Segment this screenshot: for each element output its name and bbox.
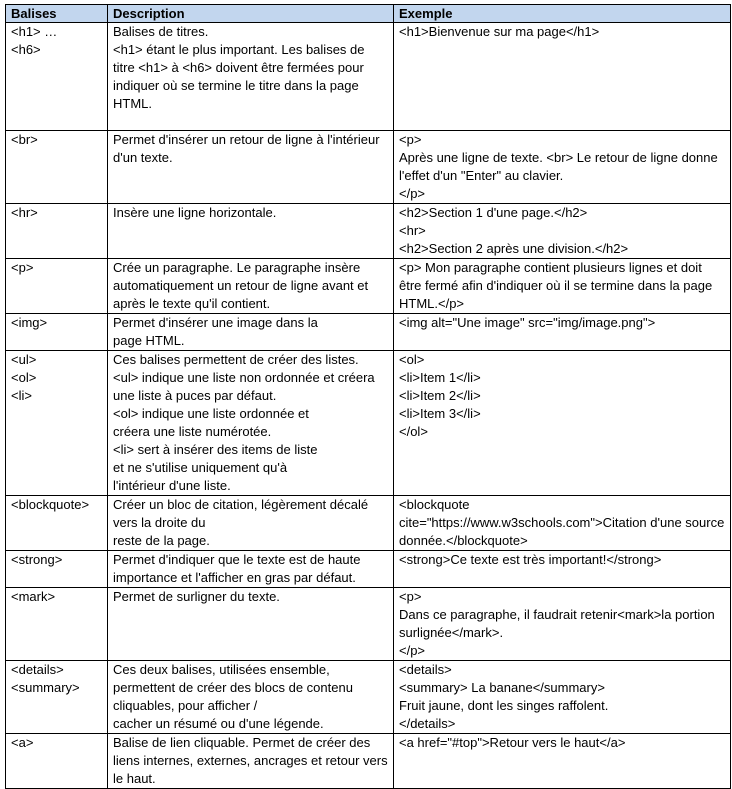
example-cell: <strong>Ce texte est très important!</strong> — [394, 551, 731, 588]
table-row — [6, 259, 731, 314]
tag-cell: <mark> — [6, 588, 108, 661]
example-cell: <a href="#top">Retour vers le haut</a> — [394, 734, 731, 789]
tag-cell: <h1> … <h6> — [6, 23, 108, 131]
header-balises: Balises — [6, 5, 108, 23]
tag-cell: <p> — [6, 259, 108, 314]
header-exemple: Exemple — [394, 5, 731, 23]
table-row — [6, 314, 731, 351]
example-cell: <details> <summary> La banane</summary> Fruit jaune, dont les singes raffolent. </details> — [394, 661, 731, 734]
tag-cell: <img> — [6, 314, 108, 351]
table-row — [6, 204, 731, 259]
description-cell: Permet d'insérer une image dans la page HTML. — [108, 314, 394, 351]
tag-cell: <blockquote> — [6, 496, 108, 551]
description-cell: Permet de surligner du texte. — [108, 588, 394, 661]
description-cell: Balises de titres. <h1> étant le plus important. Les balises de titre <h1> à <h6> doivent être fermées pour indiquer où se termine le titre dans la page HTML. — [108, 23, 394, 131]
example-cell: <h2>Section 1 d'une page.</h2> <hr> <h2>Section 2 après une division.</h2> — [394, 204, 731, 259]
description-cell: Créer un bloc de citation, légèrement décalé vers la droite du reste de la page. — [108, 496, 394, 551]
tag-cell: <br> — [6, 131, 108, 204]
html-tags-table — [5, 4, 731, 789]
tag-cell: <strong> — [6, 551, 108, 588]
table-row — [6, 131, 731, 204]
example-cell: <h1>Bienvenue sur ma page</h1> — [394, 23, 731, 131]
description-cell: Balise de lien cliquable. Permet de créer des liens internes, externes, ancrages et retour vers le haut. — [108, 734, 394, 789]
description-cell: Crée un paragraphe. Le paragraphe insère automatiquement un retour de ligne avant et après le texte qu'il contient. — [108, 259, 394, 314]
example-cell: <blockquote cite="https://www.w3schools.com">Citation d'une source donnée.</blockquote> — [394, 496, 731, 551]
example-cell: <p> Dans ce paragraphe, il faudrait retenir<mark>la portion surlignée</mark>. </p> — [394, 588, 731, 661]
table-row — [6, 496, 731, 551]
table-row — [6, 661, 731, 734]
tag-cell: <hr> — [6, 204, 108, 259]
example-cell: <p> Mon paragraphe contient plusieurs lignes et doit être fermé afin d'indiquer où il se termine dans la page HTML.</p> — [394, 259, 731, 314]
tag-cell: <a> — [6, 734, 108, 789]
description-cell: Insère une ligne horizontale. — [108, 204, 394, 259]
table-row — [6, 551, 731, 588]
description-cell: Permet d'indiquer que le texte est de haute importance et l'afficher en gras par défaut. — [108, 551, 394, 588]
example-cell: <ol> <li>Item 1</li> <li>Item 2</li> <li>Item 3</li> </ol> — [394, 351, 731, 496]
table-row — [6, 351, 731, 496]
header-row — [6, 5, 731, 23]
table-row — [6, 734, 731, 789]
example-cell: <p> Après une ligne de texte. <br> Le retour de ligne donne l'effet d'un "Enter" au clavier. </p> — [394, 131, 731, 204]
example-cell: <img alt="Une image" src="img/image.png"> — [394, 314, 731, 351]
tag-cell: <details> <summary> — [6, 661, 108, 734]
table-row — [6, 23, 731, 131]
description-cell: Ces balises permettent de créer des listes. <ul> indique une liste non ordonnée et créera une liste à puces par défaut. <ol> indique une liste ordonnée et créera une liste numérotée. <li> sert à insérer des items de liste et ne s'utilise uniquement qu'à l'intérieur d'une liste. — [108, 351, 394, 496]
table-row — [6, 588, 731, 661]
description-cell: Ces deux balises, utilisées ensemble, permettent de créer des blocs de contenu cliquables, pour afficher / cacher un résumé ou d'une légende. — [108, 661, 394, 734]
tag-cell: <ul> <ol> <li> — [6, 351, 108, 496]
description-cell: Permet d'insérer un retour de ligne à l'intérieur d'un texte. — [108, 131, 394, 204]
header-description: Description — [108, 5, 394, 23]
